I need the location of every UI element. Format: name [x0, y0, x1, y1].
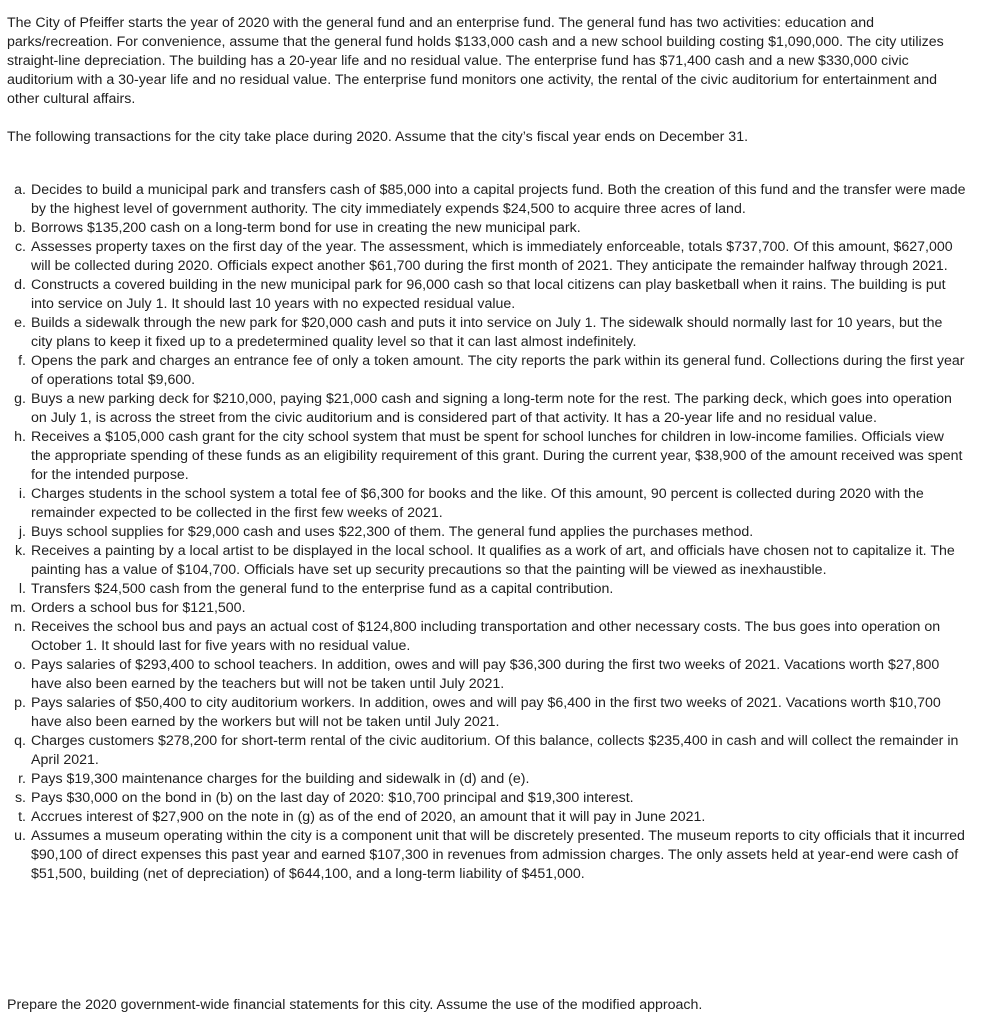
transaction-letter: k. [14, 543, 26, 559]
transaction-item-19 [7, 789, 967, 808]
transaction-letter: p. [14, 695, 26, 711]
transaction-text: Constructs a covered building in the new municipal park for 96,000 cash so that local citizens can play basketball when it rains. The building is put into service on July 1. It should last 10 years with no expected residual value. [31, 277, 946, 312]
transaction-text: Decides to build a municipal park and transfers cash of $85,000 into a capital projects fund. Both the creation of this fund and the transfer were made by the highest level of government authority. The city immediately expends $24,500 to acquire three acres of land. [31, 182, 966, 217]
transaction-item-18 [7, 770, 967, 789]
closing-instruction: Prepare the 2020 government-wide financial statements for this city. Assume the use of the modified approach. [7, 997, 703, 1013]
transaction-item-3 [7, 238, 967, 276]
transaction-item-21 [7, 827, 967, 884]
transaction-item-2 [7, 219, 967, 238]
transaction-letter: q. [14, 733, 26, 749]
transaction-item-4 [7, 276, 967, 314]
transaction-text: Buys a new parking deck for $210,000, paying $21,000 cash and signing a long-term note for the rest. The parking deck, which goes into operation on July 1, is across the street from the civic auditorium and is considered part of that activity. It has a 20-year life and no residual value. [31, 391, 952, 426]
transaction-letter: a. [14, 182, 26, 198]
transaction-text: Pays salaries of $50,400 to city auditorium workers. In addition, owes and will pay $6,400 in the first two weeks of 2021. Vacations worth $10,700 have also been earned by the workers but will not be taken until July 2021. [31, 695, 941, 730]
transaction-text: Builds a sidewalk through the new park for $20,000 cash and puts it into service on July 1. The sidewalk should normally last for 10 years, but the city plans to keep it fixed up to a predetermined quality level so that it can last almost indefinitely. [31, 315, 943, 350]
transaction-item-11 [7, 542, 967, 580]
transaction-text: Assumes a museum operating within the city is a component unit that will be discretely presented. The museum reports to city officials that it incurred $90,100 of direct expenses this past year and earned $107,300 in revenues from admission charges. The only assets held at year-end were cash of $51,500, building (net of depreciation) of $644,100, and a long-term liability of $451,000. [31, 828, 965, 882]
transaction-item-10 [7, 523, 967, 542]
transaction-text: Pays $30,000 on the bond in (b) on the last day of 2020: $10,700 principal and $19,300 interest. [31, 790, 634, 806]
transaction-item-6 [7, 352, 967, 390]
transaction-text: Transfers $24,500 cash from the general fund to the enterprise fund as a capital contribution. [31, 581, 614, 597]
transaction-text: Pays $19,300 maintenance charges for the building and sidewalk in (d) and (e). [31, 771, 530, 787]
intro-paragraph: The City of Pfeiffer starts the year of 2020 with the general fund and an enterprise fund. The general fund has two activities: education and parks/recreation. For convenience, assume that the general fund holds $133,000 cash and a new school building costing $1,090,000. The city utilizes straight-line depreciation. The building has a 20-year life and no residual value. The enterprise fund has $71,400 cash and a new $330,000 civic auditorium with a 30-year life and no residual value. The enterprise fund monitors one activity, the rental of the civic auditorium for entertainment and other cultural affairs. [7, 15, 944, 107]
transaction-text: Accrues interest of $27,900 on the note in (g) as of the end of 2020, an amount that it will pay in June 2021. [31, 809, 706, 825]
transaction-letter: n. [14, 619, 26, 635]
transaction-text: Opens the park and charges an entrance fee of only a token amount. The city reports the park within its general fund. Collections during the first year of operations total $9,600. [31, 353, 965, 388]
transaction-letter: b. [14, 220, 26, 236]
transaction-text: Buys school supplies for $29,000 cash and uses $22,300 of them. The general fund applies the purchases method. [31, 524, 754, 540]
transaction-item-14 [7, 618, 967, 656]
transaction-item-1 [7, 181, 967, 219]
transaction-list [7, 181, 967, 884]
transaction-text: Receives a painting by a local artist to be displayed in the local school. It qualifies as a work of art, and officials have chosen not to capitalize it. The painting has a value of $104,700. Officials have set up security precautions so that the painting will be viewed as inexhaustible. [31, 543, 955, 578]
transaction-item-13 [7, 599, 967, 618]
transaction-text: Borrows $135,200 cash on a long-term bond for use in creating the new municipal park. [31, 220, 581, 236]
transaction-letter: t. [18, 809, 26, 825]
transaction-letter: g. [14, 391, 26, 407]
transaction-letter: s. [14, 790, 26, 806]
transaction-letter: e. [14, 315, 26, 331]
transaction-text: Receives a $105,000 cash grant for the city school system that must be spent for school lunches for children in low-income families. Officials view the appropriate spending of these funds as an eligibility requirement of this grant. During the current year, $38,900 of the amount received was spent for the intended purpose. [31, 429, 963, 483]
transaction-letter: f. [18, 353, 26, 369]
transaction-item-9 [7, 485, 967, 523]
transaction-item-7 [7, 390, 967, 428]
transaction-letter: l. [18, 581, 26, 597]
transaction-item-16 [7, 694, 967, 732]
transaction-letter: m. [10, 600, 26, 616]
transaction-item-8 [7, 428, 967, 485]
transaction-text: Receives the school bus and pays an actual cost of $124,800 including transportation and other necessary costs. The bus goes into operation on October 1. It should last for five years with no residual value. [31, 619, 941, 654]
transaction-item-15 [7, 656, 967, 694]
transaction-text: Pays salaries of $293,400 to school teachers. In addition, owes and will pay $36,300 during the first two weeks of 2021. Vacations worth $27,800 have also been earned by the teachers but will not be taken until July 2021. [31, 657, 940, 692]
transaction-item-12 [7, 580, 967, 599]
transaction-item-17 [7, 732, 967, 770]
transaction-letter: u. [14, 828, 26, 844]
transaction-text: Assesses property taxes on the first day of the year. The assessment, which is immediately enforceable, totals $737,700. Of this amount, $627,000 will be collected during 2020. Officials expect another $61,700 during the first month of 2021. They anticipate the remainder halfway through 2021. [31, 239, 953, 274]
transaction-item-5 [7, 314, 967, 352]
transaction-letter: r. [18, 771, 26, 787]
transaction-text: Charges customers $278,200 for short-term rental of the civic auditorium. Of this balance, collects $235,400 in cash and will collect the remainder in April 2021. [31, 733, 959, 768]
transaction-item-20 [7, 808, 967, 827]
transaction-text: Charges students in the school system a total fee of $6,300 for books and the like. Of this amount, 90 percent is collected during 2020 with the remainder expected to be collected in the first few weeks of 2021. [31, 486, 924, 521]
transaction-letter: c. [14, 239, 26, 255]
transactions-intro: The following transactions for the city take place during 2020. Assume that the city’s fiscal year ends on December 31. [7, 129, 749, 145]
transaction-letter: i. [18, 486, 26, 502]
transaction-letter: o. [14, 657, 26, 673]
transaction-text: Orders a school bus for $121,500. [31, 600, 246, 616]
transaction-letter: h. [14, 429, 26, 445]
transaction-letter: d. [14, 277, 26, 293]
transaction-letter: j. [18, 524, 26, 540]
